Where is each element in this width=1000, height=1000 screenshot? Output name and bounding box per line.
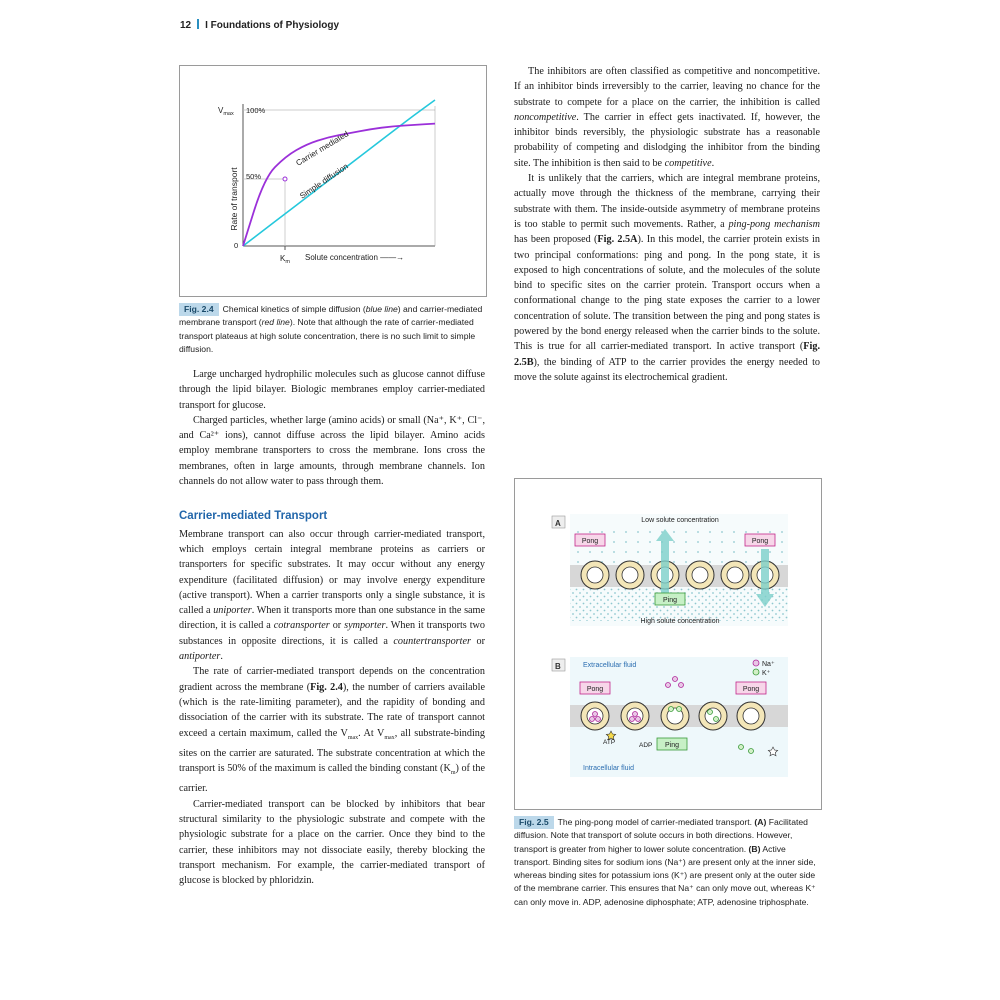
paragraph: Charged particles, whether large (amino acids) or small (Na⁺, K⁺, Cl⁻, and Ca²⁺ ions), cannot diffuse across the lipid bilayer. Amino acids employ membrane transporters to cross the membrane. Ions cross the membranes, often in large amounts, through membrane channels. Ion channels do not allow water to pass through them. [179,414,485,488]
paragraph: Carrier-mediated transport can be blocked by inhibitors that bear structural similarity to the physiologic substrate and compete with the physiologic substrate for a place on the carrier. Once they bind to the carrier, these inhibitors may not dissociate easily, thereby blocking the transport mechanism. For example, the carrier-mediated transport of glucose is blocked by phloridzin. [179,798,485,887]
section-heading: Carrier-mediated Transport [179,510,328,523]
header-divider [197,19,199,29]
running-header [180,19,339,31]
km-marker [283,177,287,181]
ping-label: Ping [664,742,680,749]
km-label: $K_m$ [280,254,290,265]
extracellular-label: Extracellular fluid [583,662,637,669]
tick-50: 50% [246,172,262,181]
tick-0: 0 [234,241,239,250]
vmax-label: $V_{max}$ [218,106,234,117]
panel-b-letter: B [555,662,561,671]
pong-label: Pong [581,538,599,545]
paragraph: It is unlikely that the carriers, which are integral membrane proteins, actually move through the thickness of the membrane, carrying their substrate with them. The inside-outside asymmetry of membrane proteins is too stable to permit such movements. Rather, a ping-pong mechanism has been proposed (Fig. 2.5A). In this model, the carrier protein exists in two principal conformations: ping and pong. In the pong state, it is exposed to high concentrations of solute, and the molecules of the solute bind to specific sites on the carrier protein. Transport occurs when a conformational change to the ping state exposes the carrier to a lower concentration of solute. The transition between the ping and pong states is powered by the bond energy released when the carrier binds to the solute. This is true for all carrier-mediated transport. In active transport (Fig. 2.5B), the binding of ATP to the carrier provides the energy needed to move the solute against its electrochemical gradient. [514,173,820,383]
y-axis-label: Rate of transport [229,167,239,231]
simple-diffusion-label: Simple diffusion [298,161,350,201]
carrier-mediated-label: Carrier mediated [294,129,351,168]
k-legend-icon [753,669,759,675]
tick-100: 100% [246,106,266,115]
adp-label: ADP [639,742,653,749]
ping-pong-diagram [515,479,821,809]
paragraph: Large uncharged hydrophilic molecules such as glucose cannot diffuse through the lipid bilayer. Biologic membranes employ carrier-mediated transport for glucose. [179,369,485,411]
na-legend-icon [753,660,759,666]
pong-label: Pong [586,686,604,693]
page-number: 12 [180,20,192,31]
paragraph: The inhibitors are often classified as competitive and noncompetitive. If an inhibitor binds irreversibly to the carrier, leaving no chance for the substrate to compete for a place on the carrier, the inhibition is called noncompetitive. The carrier in effect gets inactivated. If, however, the inhibitor binds reversibly, the physiologic substrate has a reasonable probability of competing and dislodging the inhibitor from the binding site. The inhibition is then said to be competitive. [514,66,820,169]
na-legend-label: Na⁺ [762,661,775,668]
k-legend-label: K⁺ [762,670,771,677]
rate-chart [180,66,486,296]
ping-label: Ping [662,597,678,604]
low-conc-label: Low solute concentration [641,517,719,524]
figure-2-4 [179,65,487,297]
pong-label: Pong [751,538,769,545]
figure-tag: Fig. 2.5 [514,816,554,829]
intracellular-label: Intracellular fluid [583,765,634,772]
panel-a-letter: A [555,519,561,528]
paragraph: The rate of carrier-mediated transport depends on the concentration gradient across the membrane (Fig. 2.4), the number of carriers available (which is the rate-limiting parameter), and the rapidity of bonding and dissociation of the carrier with its substrate. The rate of transport cannot exceed a certain maximum, called the $V_{max}$. At $V_{max}$, all substrate-binding sites on the carrier are saturated. The substrate concentration at which the transport is 50% of the maximum is called the binding constant $(K_m)$ of the carrier. [179,666,485,795]
header-title: I Foundations of Physiology [205,20,340,31]
figure-2-5 [514,478,822,810]
high-conc-label: High solute concentration [640,618,720,625]
right-column-text [514,64,820,385]
x-axis-label: Solute concentration ——→ [305,253,405,262]
figure-tag: Fig. 2.4 [179,303,219,316]
pong-label: Pong [742,686,760,693]
left-column-text [179,367,485,889]
figure-2-4-caption: Fig. 2.4 Chemical kinetics of simple diffusion (blue line) and carrier-mediated membrane transport (red line). Note that although the rate of carrier-mediated transport plateaus at high solute concentration, there is no such limit to simple diffusion. [179,304,483,354]
figure-2-5-caption: Fig. 2.5 The ping-pong model of carrier-mediated transport. (A) Facilitated diffusion. Note that transport of solute occurs in both directions. However, transport is greater from higher to lower solute concentration. (B) Active transport. Binding sites for sodium ions (Na⁺) are present only at the inner side, whereas binding sites for potassium ions (K⁺) are present only at the outer side of the membrane carrier. This ensures that Na⁺ can only move out, whereas K⁺ can only move in. ADP, adenosine diphosphate; ATP, adenosine triphosphate. [514,817,816,907]
paragraph: Membrane transport can also occur through carrier-mediated transport, which employs certain integral membrane proteins as carriers or transporters for specific substrates. It may occur without any energy expenditure (facilitated diffusion) or may involve energy expenditure (active transport). When a carrier transports only a single substance, it is called a uniporter. When it transports more than one substance in the same direction, it is called a cotransporter or symporter. When it transports two substances in opposite directions, it is called a countertransporter or antiporter. [179,528,485,663]
atp-label: ATP [603,739,616,746]
